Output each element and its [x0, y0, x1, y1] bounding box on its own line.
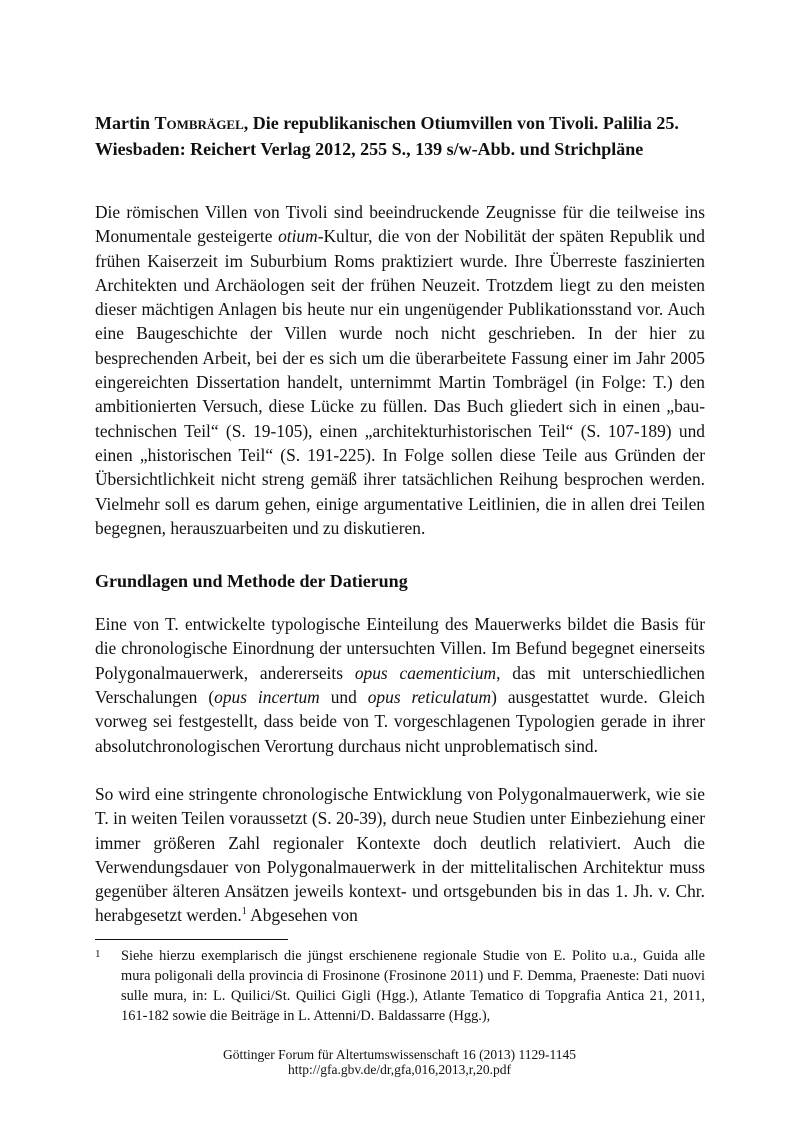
- paragraph-intro: [95, 200, 705, 540]
- book-details: , Die republikanischen Otiumvillen von Tivoli. Palilia 25. Wiesbaden: Reichert Verlag 2012, 255 S., 139 s/w-Abb. und Strichpläne: [95, 113, 679, 159]
- italic-term: opus incertum: [214, 687, 320, 708]
- review-title: [95, 110, 705, 162]
- footnote: [95, 946, 705, 1026]
- footnote-reference[interactable]: 1: [241, 906, 247, 918]
- source-url[interactable]: http://gfa.gbv.de/dr,gfa,016,2013,r,20.pdf: [287, 1062, 511, 1077]
- footnote-text: Siehe hierzu exemplarisch die jüngst erschienene regionale Studie von E. Polito u.a., Guida alle mura poligonali della provincia di Frosinone (Frosinone 2011) und F. Demma, Praeneste: Dati nuovi sulle mura, in: L. Quilici/St. Quilici Gigli (Hgg.), Atlante Tematico di Topgrafia Antica 21, 2011, 161-182 sowie die Beiträge in L. Attenni/D. Baldassarre (Hgg.),: [121, 948, 705, 1024]
- footnote-number: 1: [95, 948, 101, 960]
- italic-term: otium: [278, 226, 318, 247]
- paragraph-typology: [95, 612, 705, 758]
- text-run: So wird eine stringente chronologische Entwicklung von Polygonalmauerwerk, wie sie T. in weiten Teilen voraussetzt (S. 20-39), durch neue Studien unter Einbeziehung einer immer größeren Zahl regionaler Kontexte doch deutlich relativiert. Auch die Verwendungsdauer von Polygonalmauerwerk in der mittelitalischen Architektur muss gegenüber älteren Ansätzen jeweils kontext- und ortsgebunden bis in das 1. Jh. v. Chr. herabgesetzt werden.: [95, 783, 705, 926]
- footnote-divider: [95, 939, 288, 940]
- article-body: [95, 110, 705, 928]
- text-run: Abgesehen von: [246, 905, 358, 926]
- author-last-name: Tombrägel: [154, 113, 244, 133]
- italic-term: opus reticulatum: [367, 687, 492, 708]
- text-run: ) ausgestattet wurde. Gleich vorweg sei festgestellt, dass beide von T. vorgeschlagenen Typologien gerade in ihrer absolutchronologischen Verortung durchaus nicht unproblematisch sind.: [95, 687, 706, 756]
- paragraph-polygonal: [95, 782, 705, 928]
- author-first-name: Martin: [95, 113, 155, 133]
- text-run: Eine von T. entwickelte typologische Einteilung des Mauerwerks bildet die Basis für die chronologische Einordnung der untersuchten Villen. Im Befund begegnet einerseits Polygonalmauerwerk, andererseits: [95, 614, 705, 683]
- italic-term: opus caementicium: [354, 662, 497, 683]
- section-heading: Grundlagen und Methode der Datierung: [95, 571, 408, 592]
- journal-citation: Göttinger Forum für Altertumswissenschaft 16 (2013) 1129-1145: [223, 1047, 576, 1062]
- text-run: , das mit unterschiedlichen Verschalungen (: [95, 662, 706, 708]
- text-run: und: [319, 687, 368, 708]
- page-footer: [0, 1047, 799, 1077]
- text-run: Die römischen Villen von Tivoli sind beeindruckende Zeugnisse für die teilweise ins Monumentale gesteigerte: [95, 202, 705, 247]
- text-run: -Kultur, die von der Nobilität der späten Republik und frühen Kaiserzeit im Suburbium Roms praktiziert wurde. Ihre Überreste faszinierten Architekten und Archäologen seit der frühen Neuzeit. Trotzdem liegt zu den meisten dieser mächtigen Anlagen bis heute nur ein ungenügender Publikationsstand vor. Auch eine Baugeschichte der Villen wurde noch nicht geschrieben. In der hier zu besprechenden Arbeit, bei der es sich um die überarbeitete Fassung einer im Jahr 2005 eingereichten Dissertation handelt, unternimmt Martin Tombrägel (in Folge: T.) den ambitionierten Versuch, diese Lücke zu füllen. Das Buch gliedert sich in einen „bautechnischen Teil“ (S. 19-105), einen „architekturhistorischen Teil“ (S. 107-189) und einen „historischen Teil“ (S. 191-225). In Folge sollen diese Teile aus Gründen der Übersichtlichkeit nicht streng gemäß ihrer tatsächlichen Reihung besprochen werden. Vielmehr soll es darum gehen, einige argumentative Leitlinien, die in allen drei Teilen begegnen, herauszuarbeiten und zu diskutieren.: [95, 226, 705, 538]
